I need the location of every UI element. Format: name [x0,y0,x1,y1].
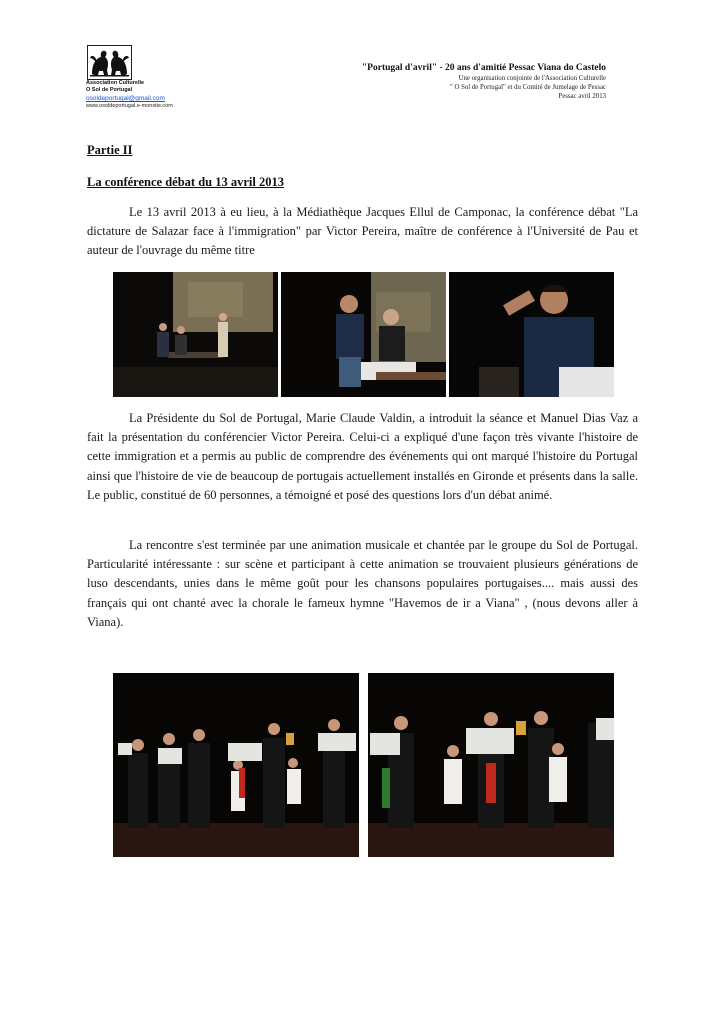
document-header [362,62,606,101]
conference-photo-2 [281,272,446,397]
header-subtitle-3: Pessac avril 2013 [558,93,606,100]
paragraph-2: La Présidente du Sol de Portugal, Marie Claude Valdin, a introduit la séance et Manuel Dias Vaz a fait la présentation du conférencier Victor Pereira. Celui-ci a expliqué d'une façon très vivante l'histoire de cette immigration et a permis au public de comprendre des événements qui ont marqué l'histoire du Portugal ainsi que l'histoire de vie de beaucoup de portugais actuellement installés en Gironde et présents dans la salle. Le public, constitué de 60 personnes, a témoigné et posé des questions lors d'un débat animé. [87,411,638,502]
section-title: La conférence débat du 13 avril 2013 [87,175,284,189]
choir-photo-2 [368,673,614,857]
association-line-1: Association Culturelle [86,80,145,86]
association-name [86,80,144,94]
roosters-logo-icon [88,46,131,79]
choir-photo-1 [113,673,359,857]
header-title: "Portugal d'avril" - 20 ans d'amitié Pessac Viana do Castelo [361,63,606,73]
paragraph-3: La rencontre s'est terminée par une animation musicale et chantée par le groupe du Sol de Portugal. Particularité intéressante : sur scène et participant à cette animation se trouvaient plusieurs générations de luso descendants, unies dans le même goût pour les chansons populaires portugaises.... mais aussi des français qui ont chanté avec la chorale le fameux hymne "Havemos de ir a Viana" , (nous devons aller à Viana). [87,538,638,629]
paragraph-1: Le 13 avril 2013 à eu lieu, à la Médiathèque Jacques Ellul de Camponac, la conférence débat "La dictature de Salazar face à l'immigration" par Victor Pereira, maître de conférence à l'Université de Pau et auteur de l'ouvrage du même titre [87,205,638,258]
conference-photo-3 [449,272,614,397]
header-subtitle-1: Une organisation conjointe de l'Association Culturelle [458,75,606,82]
conference-photo-1 [113,272,278,397]
website-url: www.osoldeportugal.e-monsite.com [86,103,173,109]
association-logo [87,45,132,80]
part-title: Partie II [87,143,133,157]
header-subtitle-2: " O Sol de Portugal" et du Comité de Jumelage de Pessac [450,84,606,91]
association-line-2: O Sol de Portugal [86,87,133,93]
email-link[interactable]: osoldeportugal@gmail.com [86,95,165,102]
